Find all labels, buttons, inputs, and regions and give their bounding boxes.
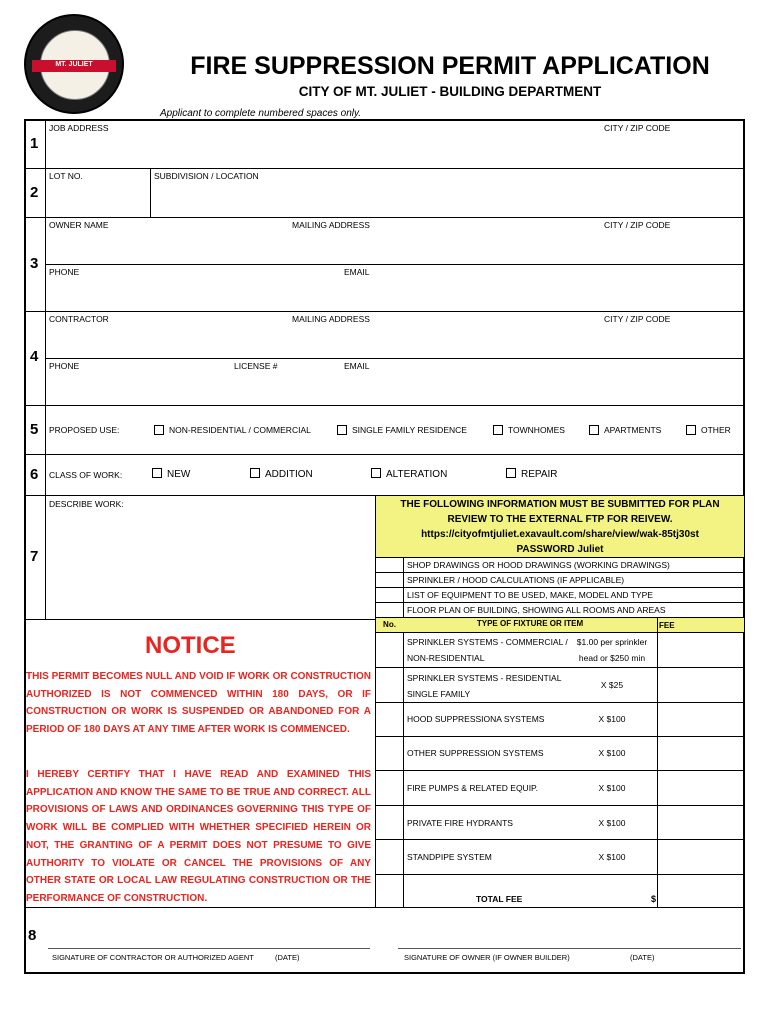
license-label: LICENSE # <box>234 361 278 371</box>
section-number-6: 6 <box>30 466 39 483</box>
total-fee-label: TOTAL FEE <box>476 894 523 904</box>
fee-row-divider <box>375 667 744 668</box>
proposed-use-label: PROPOSED USE: <box>49 425 120 435</box>
owner-email-label: EMAIL <box>344 267 370 277</box>
section-number-3: 3 <box>30 255 39 272</box>
divider-1 <box>25 168 744 169</box>
fee-item-other-suppression: OTHER SUPPRESSION SYSTEMS <box>407 748 544 758</box>
fee-rate: X $25 <box>600 680 624 690</box>
contractor-signature-label: SIGNATURE OF CONTRACTOR OR AUTHORIZED AGENT <box>52 953 254 962</box>
divider-3a <box>45 264 744 265</box>
number-column-divider <box>45 120 46 620</box>
use-option-townhomes[interactable]: TOWNHOMES <box>493 425 565 436</box>
class-option-repair[interactable]: REPAIR <box>506 469 558 480</box>
use-option-other[interactable]: OTHER <box>686 425 731 436</box>
date-label: (DATE) <box>630 953 655 962</box>
contractor-email-label: EMAIL <box>344 361 370 371</box>
use-option-apartments[interactable]: APARTMENTS <box>589 425 661 436</box>
fee-row-divider <box>375 770 744 771</box>
notice-heading: NOTICE <box>145 632 236 659</box>
divider-3 <box>25 311 744 312</box>
fee-rate: X $100 <box>598 748 626 758</box>
col-fee: FEE <box>659 621 675 630</box>
checkbox[interactable] <box>506 468 516 478</box>
fee-row-divider <box>375 736 744 737</box>
fee-row-divider <box>375 839 744 840</box>
section-number-1: 1 <box>30 135 39 152</box>
date-label: (DATE) <box>275 953 300 962</box>
section-number-4: 4 <box>30 348 39 365</box>
checkbox[interactable] <box>154 425 164 435</box>
form-title: FIRE SUPPRESSION PERMIT APPLICATION <box>190 52 710 80</box>
divider-5 <box>25 454 744 455</box>
checkbox[interactable] <box>686 425 696 435</box>
owner-signature-label: SIGNATURE OF OWNER (IF OWNER BUILDER) <box>404 953 570 962</box>
subdivision-label: SUBDIVISION / LOCATION <box>154 171 259 181</box>
job-city-zip-label: CITY / ZIP CODE <box>604 123 671 133</box>
fee-item-sprinkler-residential: SPRINKLER SYSTEMS - RESIDENTIAL SINGLE FAMILY <box>407 673 562 699</box>
lot-divider <box>150 169 151 217</box>
fee-rate: X $100 <box>598 714 626 724</box>
owner-city-zip-label: CITY / ZIP CODE <box>604 220 671 230</box>
checkbox[interactable] <box>589 425 599 435</box>
job-address-label: JOB ADDRESS <box>49 123 109 133</box>
contractor-label: CONTRACTOR <box>49 314 109 324</box>
fee-item-hydrants: PRIVATE FIRE HYDRANTS <box>407 818 513 828</box>
req-divider-1 <box>375 572 744 573</box>
class-option-addition[interactable]: ADDITION <box>250 469 313 480</box>
fee-row-divider <box>375 805 744 806</box>
divider-2 <box>25 217 744 218</box>
section-number-8: 8 <box>28 927 37 944</box>
section-number-2: 2 <box>30 184 39 201</box>
ftp-password: PASSWORD Juliet <box>516 544 604 555</box>
col-type: TYPE OF FIXTURE OR ITEM <box>476 619 584 628</box>
contractor-phone-label: PHONE <box>49 361 80 371</box>
fee-row-divider <box>375 702 744 703</box>
contractor-city-zip-label: CITY / ZIP CODE <box>604 314 671 324</box>
ftp-url[interactable]: https://cityofmtjuliet.exavault.com/share/view/wak-85tj30st <box>421 529 699 540</box>
requirement-item: FLOOR PLAN OF BUILDING, SHOWING ALL ROOMS AND AREAS <box>407 605 666 615</box>
ftp-line-1: THE FOLLOWING INFORMATION MUST BE SUBMITTED FOR PLAN <box>400 499 720 510</box>
fee-column-divider <box>657 618 658 907</box>
form-subtitle: CITY OF MT. JULIET - BUILDING DEPARTMENT <box>298 84 602 99</box>
fee-rate: X $100 <box>598 783 626 793</box>
req-divider-3 <box>375 602 744 603</box>
contractor-signature-line[interactable] <box>48 948 370 949</box>
use-option-single-family[interactable]: SINGLE FAMILY RESIDENCE <box>337 425 467 436</box>
use-option-commercial[interactable]: NON-RESIDENTIAL / COMMERCIAL <box>154 425 311 436</box>
checkbox[interactable] <box>337 425 347 435</box>
fee-item-fire-pumps: FIRE PUMPS & RELATED EQUIP. <box>407 783 538 793</box>
checkbox[interactable] <box>250 468 260 478</box>
instruction-note: Applicant to complete numbered spaces only. <box>160 108 362 119</box>
requirement-item: SPRINKLER / HOOD CALCULATIONS (IF APPLICABLE) <box>407 575 625 585</box>
checkbox[interactable] <box>371 468 381 478</box>
class-of-work-label: CLASS OF WORK: <box>49 470 123 480</box>
requirement-item: SHOP DRAWINGS OR HOOD DRAWINGS (WORKING DRAWINGS) <box>407 560 670 570</box>
divider-7 <box>25 619 375 620</box>
req-divider-2 <box>375 587 744 588</box>
checkbox[interactable] <box>493 425 503 435</box>
owner-mailing-label: MAILING ADDRESS <box>292 220 370 230</box>
divider-4a <box>45 358 744 359</box>
fee-item-hood: HOOD SUPPRESSIONA SYSTEMS <box>407 714 545 724</box>
owner-name-label: OWNER NAME <box>49 220 109 230</box>
ftp-instructions-panel <box>375 496 744 558</box>
fee-rate: $1.00 per sprinkler head or $250 min <box>576 637 648 663</box>
ftp-line-2: REVIEW TO THE EXTERNAL FTP FOR REIVEW. <box>447 514 673 525</box>
col-no: No. <box>383 620 396 629</box>
fee-item-sprinkler-commercial: SPRINKLER SYSTEMS - COMMERCIAL / NON-RESIDENTIAL <box>407 637 568 663</box>
notice-void-text: THIS PERMIT BECOMES NULL AND VOID IF WORK OR CONSTRUCTION AUTHORIZED IS NOT COMMENCED WITHIN 180 DAYS, OR IF CONSTRUCTION OR WORK IS SUSPENDED OR ABANDONED FOR A PERIOD OF 180 DAYS AT ANY TIME AFTER WORK IS COMMENCED. <box>26 671 371 736</box>
checkbox[interactable] <box>152 468 162 478</box>
fee-rate: X $100 <box>598 852 626 862</box>
section-number-5: 5 <box>30 421 39 438</box>
lot-no-label: LOT NO. <box>49 171 83 181</box>
certification-text: I HEREBY CERTIFY THAT I HAVE READ AND EXAMINED THIS APPLICATION AND KNOW THE SAME TO BE TRUE AND CORRECT. ALL PROVISIONS OF LAWS AND ORDINANCES GOVERNING THIS TYPE OF WORK WILL BE COMPLIED WITH WHETHER SPECIFIED HEREIN OR NOT, THE GRANTING OF A PERMIT DOES NOT PRESUME TO GIVE AUTHORITY TO VIOLATE OR CANCEL THE PROVISIONS OF ANY OTHER STATE OR LOCAL LAW REGULATING CONSTRUCTION OR THE PERFORMANCE OF CONSTRUCTION. <box>26 769 371 904</box>
owner-phone-label: PHONE <box>49 267 80 277</box>
owner-signature-line[interactable] <box>398 948 741 949</box>
seal-ribbon-text: MT. JULIET <box>55 61 93 68</box>
fee-item-standpipe: STANDPIPE SYSTEM <box>407 852 492 862</box>
contractor-mailing-label: MAILING ADDRESS <box>292 314 370 324</box>
describe-work-label: DESCRIBE WORK: <box>49 499 124 509</box>
requirement-item: LIST OF EQUIPMENT TO BE USED, MAKE, MODEL AND TYPE <box>407 590 653 600</box>
class-option-new[interactable]: NEW <box>152 469 190 480</box>
no-column-divider <box>403 558 404 907</box>
city-seal-logo <box>24 14 124 114</box>
class-option-alteration[interactable]: ALTERATION <box>371 469 447 480</box>
fee-rate: X $100 <box>598 818 626 828</box>
fee-row-divider <box>375 874 744 875</box>
section-number-7: 7 <box>30 548 39 565</box>
divider-4 <box>25 405 744 406</box>
total-fee-symbol: $ <box>651 894 657 904</box>
